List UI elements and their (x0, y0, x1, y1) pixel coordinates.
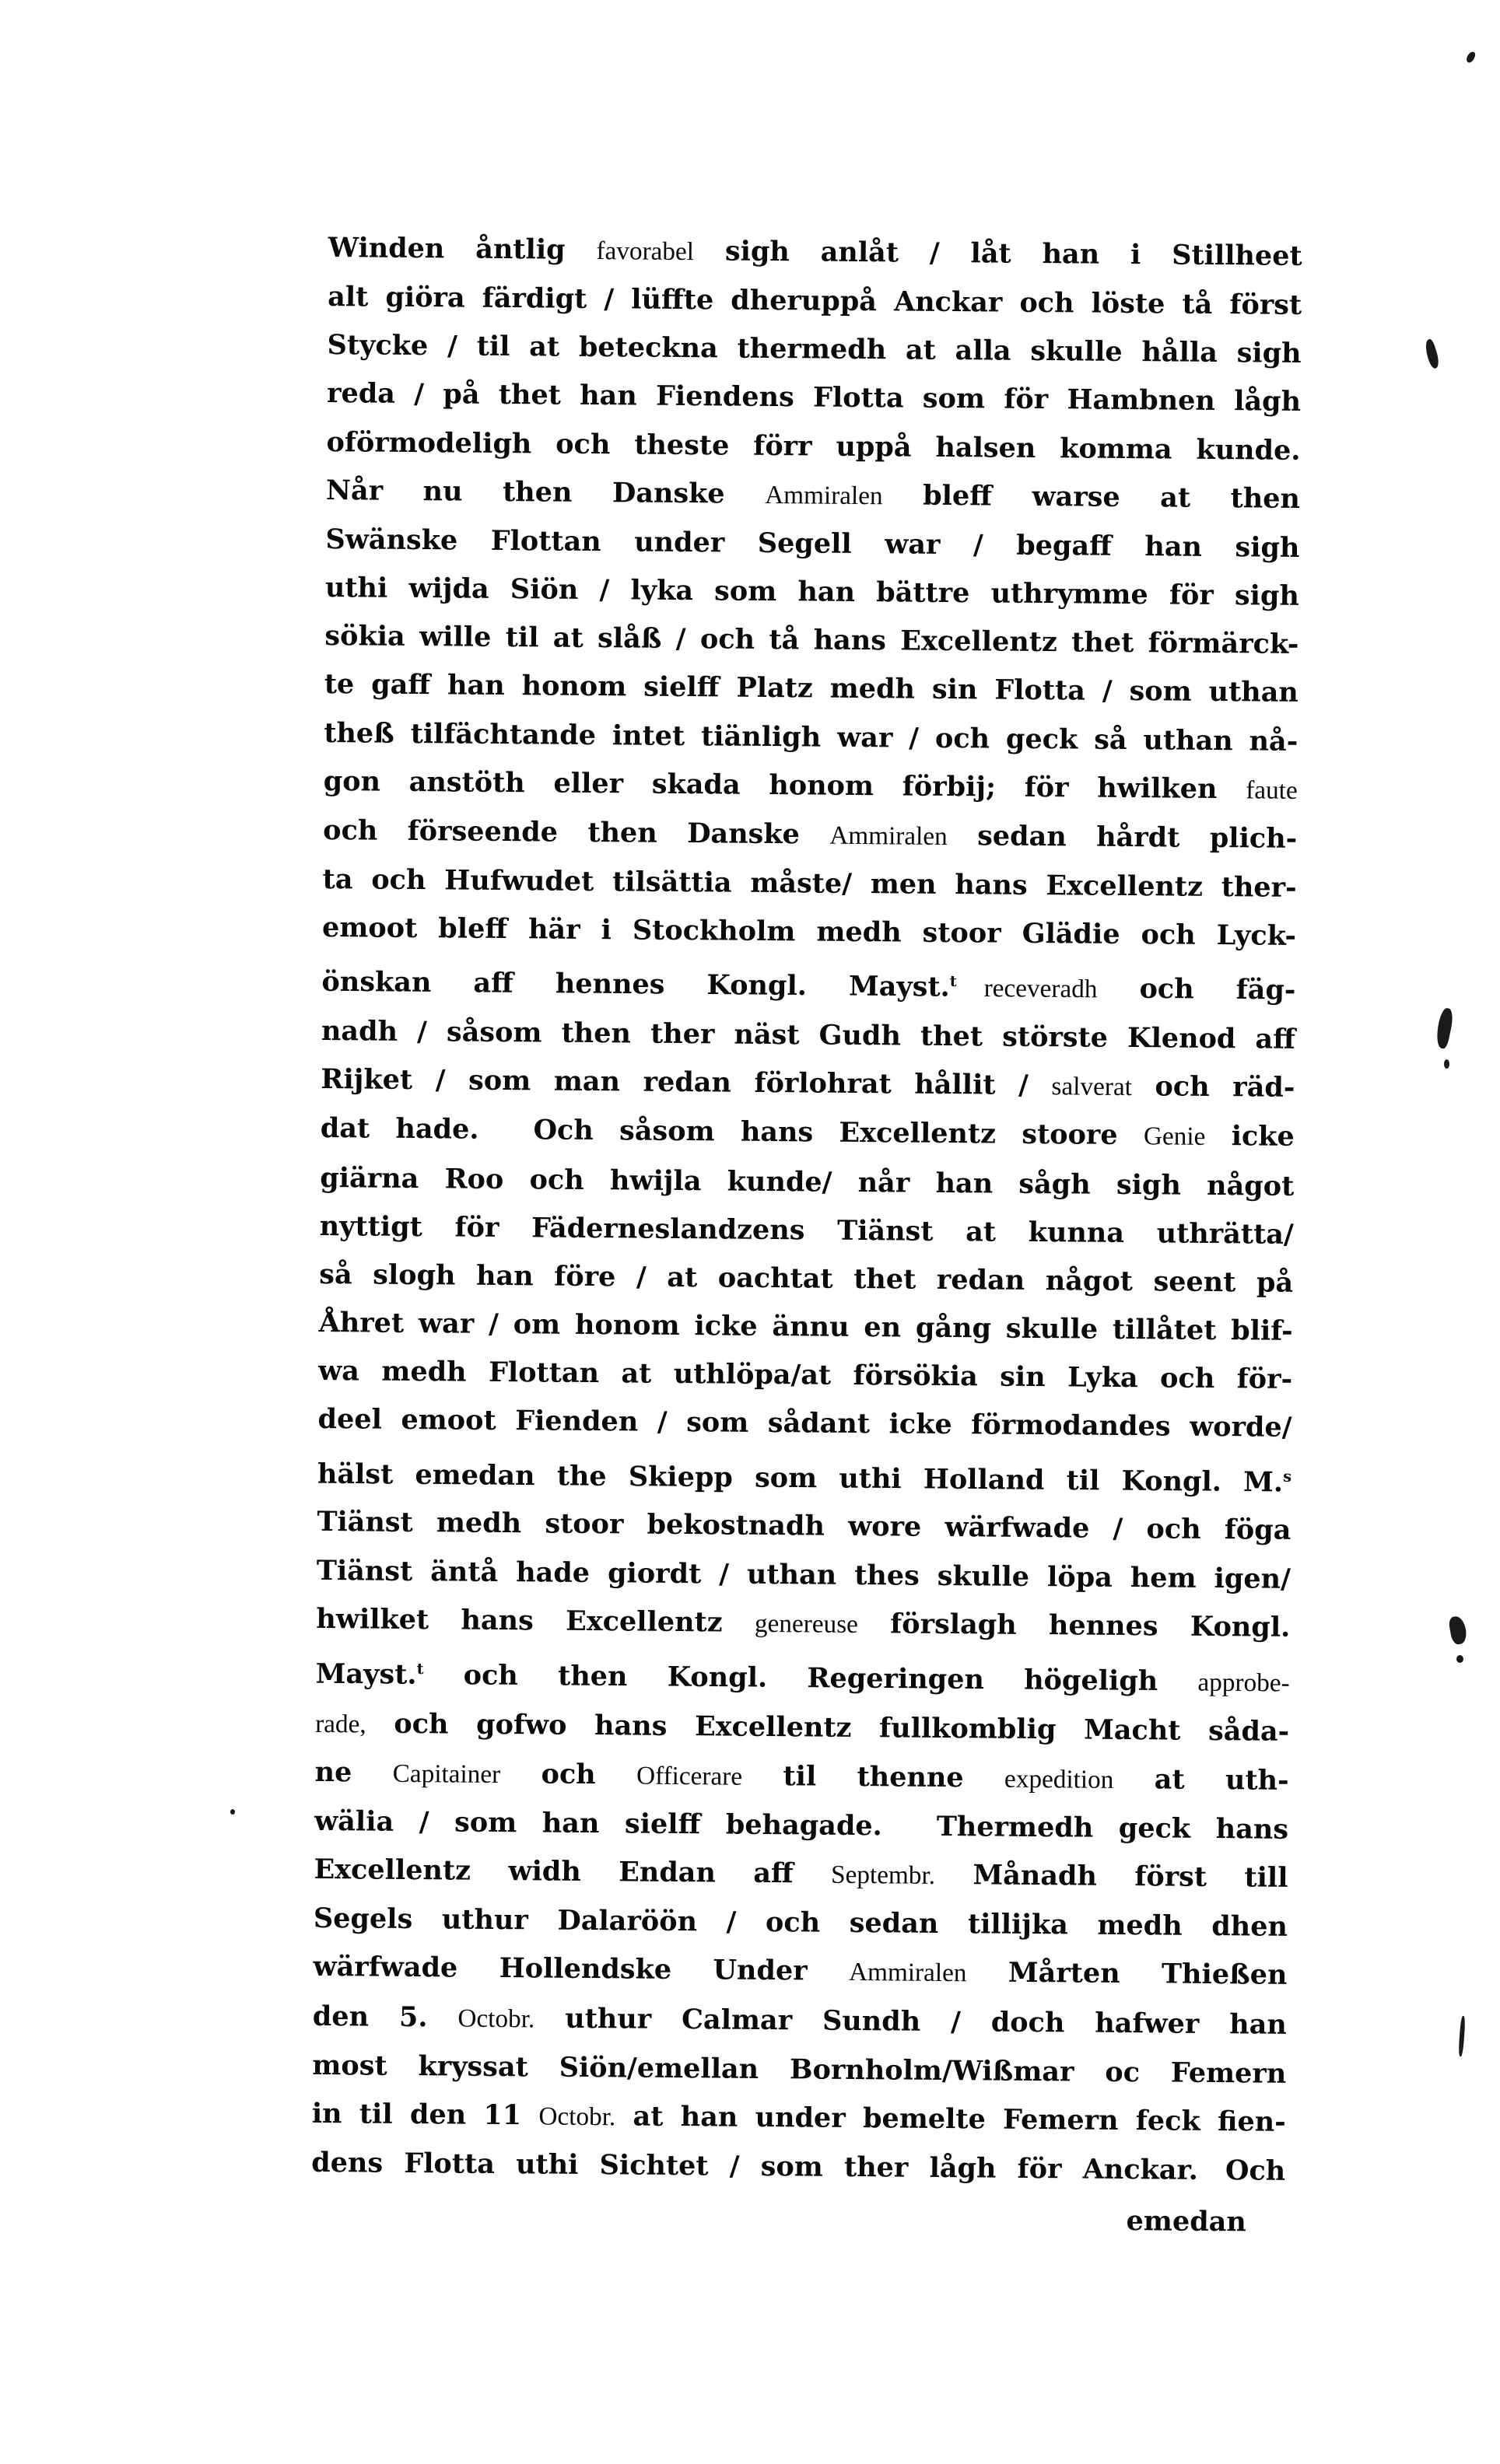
fraktur-text: wärfwade Hollendske Under (313, 1951, 850, 1988)
antiqua-text: Ammiralen (829, 821, 948, 851)
fraktur-text: uthi wijda Siön / lyka som han bättre uthrymme för sigh (324, 572, 1300, 613)
text-line (326, 467, 1301, 524)
text-line (322, 904, 1296, 961)
fraktur-text: dens Flotta uthi Sichtet / som ther lågh för Anckar. Och (311, 2146, 1286, 2187)
text-line (325, 564, 1299, 621)
antiqua-text: favorabel (596, 236, 695, 267)
fraktur-text: hälst emedan the Skiepp som uthi Holland til Kongl. M. (317, 1458, 1284, 1498)
text-line (312, 2042, 1286, 2098)
fraktur-text: ne (314, 1755, 393, 1789)
text-line (324, 660, 1298, 717)
fraktur-text: och (500, 1757, 637, 1791)
text-line (318, 1299, 1292, 1356)
ink-speck (1458, 2016, 1466, 2056)
fraktur-text: giärna Roo och hwijla kunde/ når han sågh sigh något (320, 1161, 1295, 1202)
text-line (318, 1347, 1292, 1404)
text-line (321, 1104, 1295, 1162)
fraktur-text: och förseende then Danske (323, 814, 830, 851)
antiqua-text: faute (1246, 775, 1298, 805)
superscript-text: t (416, 1659, 424, 1678)
fraktur-text: wa medh Flottan at uthlöpa/at försökia sin Lyka och för- (317, 1355, 1293, 1396)
text-line (314, 1895, 1288, 1951)
text-line (313, 1943, 1288, 2000)
fraktur-text: Segels uthur Dalaröön / och sedan tillijka medh dhen (313, 1902, 1288, 1944)
fraktur-text: at han under bemelte Femern feck fien- (615, 2100, 1286, 2138)
text-line (312, 2090, 1287, 2147)
fraktur-text: och then Kongl. Regeringen högeligh (423, 1658, 1198, 1698)
text-line (317, 1546, 1291, 1603)
fraktur-text: sedan hårdt plich- (947, 819, 1298, 855)
fraktur-text: Åhret war / om honom icke ännu en gång skulle tillåtet blif- (318, 1307, 1293, 1347)
antiqua-text: expedition (1004, 1764, 1114, 1794)
antiqua-text: salverat (1051, 1072, 1133, 1102)
fraktur-text: och fäg- (1097, 972, 1296, 1006)
antiqua-text: approbe- (1197, 1668, 1290, 1698)
fraktur-text: alt giöra färdigt / lüffte dheruppå Anckar och löste tå först (328, 281, 1302, 322)
text-line (313, 1993, 1288, 2050)
antiqua-text: Officerare (636, 1761, 743, 1791)
antiqua-text: Ammiralen (765, 480, 883, 511)
text-line (315, 1699, 1290, 1757)
fraktur-text: nyttigt för Fäderneslandzens Tiänst at kunna uthrätta/ (319, 1209, 1294, 1251)
fraktur-text: ta och Hufwudet tilsättia måste/ men hans Excellentz ther- (322, 863, 1297, 904)
text-line (328, 273, 1302, 330)
antiqua-text: Octobr. (457, 2004, 535, 2033)
fraktur-text: reda / på thet han Fiendens Flotta som för Hambnen lågh (326, 377, 1302, 418)
fraktur-text: och gofwo hans Excellentz fullkomblig Macht såda- (366, 1707, 1290, 1748)
text-line (319, 1251, 1293, 1307)
fraktur-text: Excellentz widh Endan aff (314, 1853, 832, 1890)
fraktur-text: oförmodeligh och theste förr uppå halsen komma kunde. (326, 425, 1301, 467)
text-line (326, 418, 1300, 475)
fraktur-text: icke (1205, 1120, 1295, 1153)
text-line (317, 1395, 1291, 1452)
ink-speck (1434, 1007, 1455, 1049)
superscript-text: s (1283, 1467, 1292, 1486)
fraktur-text: Mårten Thießen (966, 1956, 1288, 1992)
text-line (323, 807, 1298, 864)
ink-speck (1456, 1655, 1463, 1663)
body-text (311, 224, 1302, 2238)
fraktur-text (957, 971, 984, 1003)
text-line (320, 1154, 1294, 1211)
fraktur-text: så slogh han före / at oachtat thet redan något seent på (319, 1258, 1294, 1299)
antiqua-text: Septembr. (830, 1860, 936, 1891)
text-line (321, 1055, 1295, 1113)
fraktur-text: gon anstöth eller skada honom förbij; för hwilken (323, 765, 1246, 806)
text-line (317, 1498, 1291, 1555)
ink-speck (230, 1809, 235, 1815)
superscript-text: t (949, 972, 957, 991)
fraktur-text: bleff warse at then (882, 479, 1301, 515)
antiqua-text: receveradh (983, 974, 1098, 1004)
text-line (314, 1846, 1288, 1903)
ink-speck (1422, 338, 1441, 369)
fraktur-text: Swänske Flottan under Segell war / begaff han sigh (325, 523, 1300, 564)
text-line (327, 321, 1301, 378)
fraktur-text: hwilket hans Excellentz (316, 1602, 755, 1639)
fraktur-text: sigh anlåt / låt han i Stillheet (693, 235, 1302, 272)
antiqua-text: Octobr. (538, 2102, 616, 2132)
text-line (321, 1007, 1295, 1064)
text-line (317, 1444, 1292, 1507)
fraktur-text: och räd- (1131, 1070, 1295, 1104)
text-line (311, 2139, 1285, 2196)
text-line (324, 709, 1298, 766)
fraktur-text: Winden åntlig (328, 231, 597, 267)
text-line (321, 952, 1296, 1016)
text-line (314, 1748, 1289, 1806)
ink-speck (1465, 51, 1476, 64)
text-line (315, 1644, 1290, 1708)
fraktur-text: til thenne (741, 1759, 1005, 1794)
antiqua-text: Capitainer (392, 1759, 501, 1789)
fraktur-text: emoot bleff här i Stockholm medh stoor Glädie och Lyck- (321, 912, 1297, 953)
fraktur-text: theß tilfächtande intet tiänligh war / och geck så uthan nå- (324, 716, 1298, 758)
text-line (319, 1202, 1293, 1259)
text-line (327, 369, 1301, 426)
fraktur-text: uthur Calmar Sundh / doch hafwer han (534, 2001, 1288, 2041)
fraktur-text: dat hade. Och såsom hans Excellentz stoore (320, 1112, 1144, 1152)
antiqua-text: Ammiralen (848, 1958, 967, 1988)
fraktur-text: Tiänst äntå hade giordt / uthan thes skulle löpa hem igen/ (316, 1554, 1291, 1595)
fraktur-text: Stycke / til at beteckna thermedh at alla skulle hålla sigh (327, 329, 1302, 370)
text-line (324, 612, 1298, 669)
antiqua-text: genereuse (754, 1608, 859, 1639)
text-line (328, 224, 1302, 282)
fraktur-text: Mayst. (315, 1657, 417, 1691)
fraktur-text: most kryssat Siön/emellan Bornholm/Wißmar oc Femern (312, 2049, 1287, 2090)
fraktur-text: Når nu then Danske (325, 474, 766, 510)
fraktur-text: te gaff han honom sielff Platz medh sin Flotta / som uthan (324, 668, 1298, 709)
ink-speck (1444, 1059, 1449, 1069)
fraktur-text: förslagh hennes Kongl. (857, 1607, 1291, 1643)
fraktur-text: önskan aff hennes Kongl. Mayst. (321, 965, 950, 1004)
fraktur-text: deel emoot Fienden / som sådant icke förmodandes worde/ (317, 1403, 1292, 1444)
fraktur-text: nadh / såsom then ther näst Gudh thet störste Klenod aff (321, 1015, 1296, 1056)
text-line (314, 1797, 1288, 1854)
ink-speck (1448, 1615, 1468, 1646)
catchword: emedan (1126, 2205, 1246, 2238)
fraktur-text: in til den 11 (311, 2097, 539, 2132)
antiqua-text: rade, (315, 1709, 366, 1739)
text-line (316, 1595, 1291, 1653)
fraktur-text: Tiänst medh stoor bekostnadh wore wärfwade / och föga (317, 1506, 1291, 1547)
text-line (322, 856, 1296, 912)
fraktur-text: wälia / som han sielff behagade. Thermedh geck hans (314, 1804, 1289, 1846)
text-line (323, 758, 1298, 815)
fraktur-text: Rijket / som man redan förlohrat hållit / (321, 1063, 1052, 1102)
text-line (325, 516, 1299, 572)
antiqua-text: Genie (1143, 1122, 1206, 1152)
fraktur-text: Månadh först till (934, 1859, 1288, 1894)
fraktur-text: sökia wille til at slåß / och tå hans Excellentz thet förmärck- (324, 620, 1299, 661)
fraktur-text: at uth- (1113, 1762, 1289, 1797)
fraktur-text: den 5. (312, 2000, 458, 2034)
